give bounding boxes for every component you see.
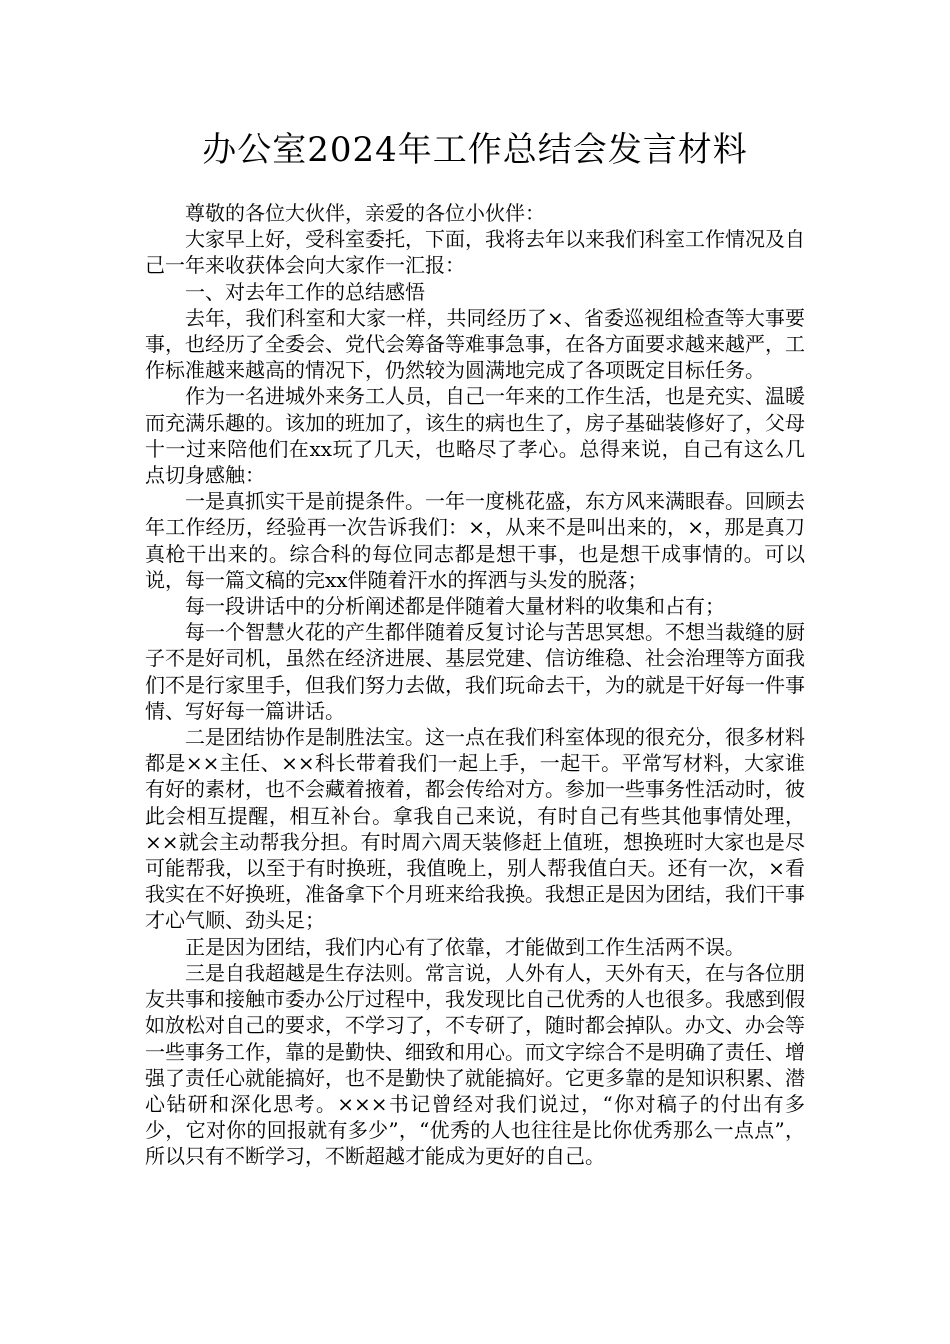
paragraph-greeting: 大家早上好，受科室委托，下面，我将去年以来我们科室工作情况及自己一年来收获体会向大家作一汇报： (145, 227, 805, 278)
paragraph-last-year-summary: 去年，我们科室和大家一样，共同经历了×、省委巡视组检查等大事要事，也经历了全委会、党代会筹备等难事急事，在各方面要求越来越严，工作标准越来越高的情况下，仍然较为圆满地完成了各项既定目标任务。 (145, 305, 805, 383)
paragraph-point-three: 三是自我超越是生存法则。常言说，人外有人，天外有天，在与各位朋友共事和接触市委办公厅过程中，我发现比自己优秀的人也很多。我感到假如放松对自己的要求，不学习了，不专研了，随时都会掉队。办文、办会等一些事务工作，靠的是勤快、细致和用心。而文字综合不是明确了责任、增强了责任心就能搞好，也不是勤快了就能搞好。它更多靠的是知识积累、潜心钻研和深化思考。×××书记曾经对我们说过，“你对稿子的付出有多少，它对你的回报就有多少”，“优秀的人也往往是比你优秀那么一点点”，所以只有不断学习，不断超越才能成为更好的自己。 (145, 960, 805, 1169)
document-body (145, 200, 805, 1170)
paragraph-salutation: 尊敬的各位大伙伴，亲爱的各位小伙伴： (185, 201, 545, 225)
paragraph-unity: 正是因为团结，我们内心有了依靠，才能做到工作生活两不误。 (185, 934, 745, 959)
section-heading-1: 一、对去年工作的总结感悟 (185, 279, 425, 304)
paragraph-point-one: 一是真抓实干是前提条件。一年一度桃花盛，东方风来满眼春。回顾去年工作经历，经验再一次告诉我们：×，从来不是叫出来的，×，那是真刀真枪干出来的。综合科的每位同志都是想干事，也是想干成事情的。可以说，每一篇文稿的完xx伴随着汗水的挥洒与头发的脱落； (145, 489, 805, 592)
paragraph-personal-life: 作为一名进城外来务工人员，自己一年来的工作生活，也是充实、温暖而充满乐趣的。该加的班加了，该生的病也生了，房子基础装修好了，父母十一过来陪他们在xx玩了几天，也略尽了孝心。总得来说，自己有这么几点切身感触： (145, 384, 805, 488)
paragraph-wisdom-spark: 每一个智慧火花的产生都伴随着反复讨论与苦思冥想。不想当裁缝的厨子不是好司机，虽然在经济进展、基层党建、信访维稳、社会治理等方面我们不是行家里手，但我们努力去做，我们玩命去干，为的就是干好每一件事情、写好每一篇讲话。 (145, 620, 805, 723)
document-title: 办公室2024年工作总结会发言材料 (202, 130, 748, 170)
paragraph-point-two: 二是团结协作是制胜法宝。这一点在我们科室体现的很充分，很多材料都是××主任、××科长带着我们一起上手，一起干。平常写材料，大家谁有好的素材，也不会藏着掖着，都会传给对方。参加一些事务性活动时，彼此会相互提醒，相互补台。拿我自己来说，有时自己有些其他事情处理，××就会主动帮我分担。有时周六周天装修赶上值班，想换班时大家也是尽可能帮我，以至于有时换班，我值晚上，别人帮我值白天。还有一次，×看我实在不好换班，准备拿下个月班来给我换。我想正是因为团结，我们干事才心气顺、劲头足； (145, 725, 805, 933)
paragraph-speech-analysis: 每一段讲话中的分析阐述都是伴随着大量材料的收集和占有； (185, 594, 725, 619)
